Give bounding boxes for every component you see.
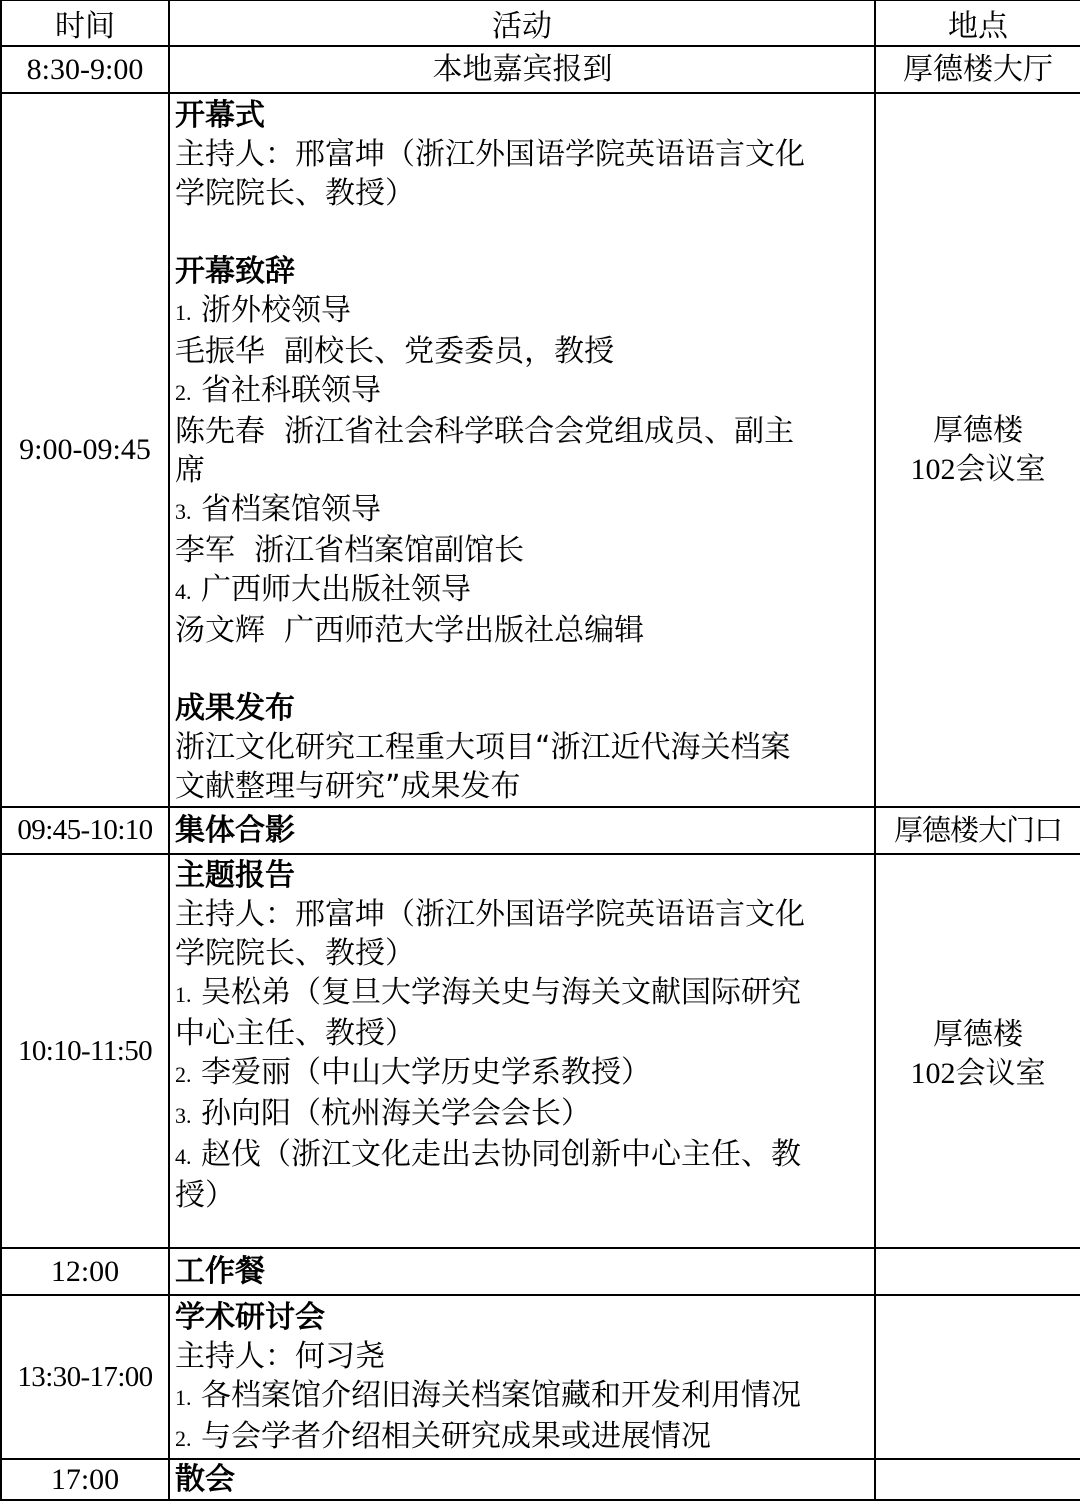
table-row xyxy=(1,1295,1080,1459)
seminar-title: 学术研讨会 xyxy=(175,1300,325,1335)
location-cell: 厚德楼大厅 xyxy=(875,46,1080,93)
seminar-host: 主持人：何习尧 xyxy=(175,1339,385,1374)
activity-cell xyxy=(169,1248,875,1295)
location-room: 102会议室 xyxy=(910,452,1046,487)
table-row xyxy=(1,807,1080,854)
report-host-line-1: 主持人：邢富坤（浙江外国语学院英语语言文化 xyxy=(175,897,805,932)
activity-cell: 本地嘉宾报到 xyxy=(169,46,875,93)
speech-person: 汤文辉 广西师范大学出版社总编辑 xyxy=(175,613,645,648)
location-cell xyxy=(875,93,1080,807)
time-cell: 12:00 xyxy=(1,1248,169,1295)
spacer xyxy=(175,213,870,252)
activity-title: 散会 xyxy=(175,1462,235,1497)
location-cell xyxy=(875,854,1080,1248)
time-cell: 10:10-11:50 xyxy=(1,854,169,1248)
speech-title: 开幕致辞 xyxy=(175,254,295,289)
header-activity: 活动 xyxy=(169,1,875,47)
header-time: 时间 xyxy=(1,1,169,47)
time-cell: 17:00 xyxy=(1,1459,169,1500)
location-building: 厚德楼 xyxy=(933,413,1023,448)
location-cell xyxy=(875,1248,1080,1295)
header-row xyxy=(1,1,1080,47)
location-cell xyxy=(875,1295,1080,1459)
report-item: 1. 吴松弟（复旦大学海关史与海关文献国际研究 xyxy=(175,975,802,1010)
report-title: 主题报告 xyxy=(175,858,295,893)
report-host-line-2: 学院院长、教授） xyxy=(175,936,415,971)
location-cell xyxy=(875,1459,1080,1500)
seminar-item: 2. 与会学者介绍相关研究成果或进展情况 xyxy=(175,1419,712,1454)
speech-item: 1. 浙外校领导 xyxy=(175,293,352,328)
time-cell: 8:30-9:00 xyxy=(1,46,169,93)
table-row xyxy=(1,1459,1080,1500)
opening-host-line-2: 学院院长、教授） xyxy=(175,176,415,211)
table-row xyxy=(1,1248,1080,1295)
table-row xyxy=(1,854,1080,1248)
report-item: 2. 李爱丽（中山大学历史学系教授） xyxy=(175,1055,652,1090)
report-item-cont: 中心主任、教授） xyxy=(175,1016,415,1051)
header-location: 地点 xyxy=(875,1,1080,47)
speech-person: 李军 浙江省档案馆副馆长 xyxy=(175,533,525,568)
speech-item: 3. 省档案馆领导 xyxy=(175,492,382,527)
release-line-2: 文献整理与研究”成果发布 xyxy=(175,769,521,804)
opening-title: 开幕式 xyxy=(175,98,265,133)
time-cell: 9:00-09:45 xyxy=(1,93,169,807)
speech-person-cont: 席 xyxy=(175,453,205,488)
location-room: 102会议室 xyxy=(910,1056,1046,1091)
activity-cell xyxy=(169,854,875,1248)
location-cell: 厚德楼大门口 xyxy=(875,807,1080,854)
report-item-cont: 授） xyxy=(175,1178,235,1213)
speech-person: 毛振华 副校长、党委委员，教授 xyxy=(175,334,615,369)
speech-person: 陈先春 浙江省社会科学联合会党组成员、副主 xyxy=(175,414,795,449)
activity-cell xyxy=(169,807,875,854)
location-building: 厚德楼 xyxy=(933,1017,1023,1052)
time-cell: 09:45-10:10 xyxy=(1,807,169,854)
table-row xyxy=(1,46,1080,93)
speech-item: 2. 省社科联领导 xyxy=(175,373,382,408)
seminar-item: 1. 各档案馆介绍旧海关档案馆藏和开发利用情况 xyxy=(175,1378,802,1413)
report-item: 3. 孙向阳（杭州海关学会会长） xyxy=(175,1096,592,1131)
activity-cell xyxy=(169,1295,875,1459)
release-line-1: 浙江文化研究工程重大项目“浙江近代海关档案 xyxy=(175,730,791,765)
time-cell: 13:30-17:00 xyxy=(1,1295,169,1459)
activity-title: 集体合影 xyxy=(175,813,295,848)
activity-cell xyxy=(169,93,875,807)
activity-title: 工作餐 xyxy=(175,1254,265,1289)
report-item: 4. 赵伐（浙江文化走出去协同创新中心主任、教 xyxy=(175,1137,802,1172)
activity-cell xyxy=(169,1459,875,1500)
spacer xyxy=(175,650,870,689)
table-row xyxy=(1,93,1080,807)
opening-host-line-1: 主持人：邢富坤（浙江外国语学院英语语言文化 xyxy=(175,137,805,172)
release-title: 成果发布 xyxy=(175,691,295,726)
speech-item: 4. 广西师大出版社领导 xyxy=(175,572,472,607)
